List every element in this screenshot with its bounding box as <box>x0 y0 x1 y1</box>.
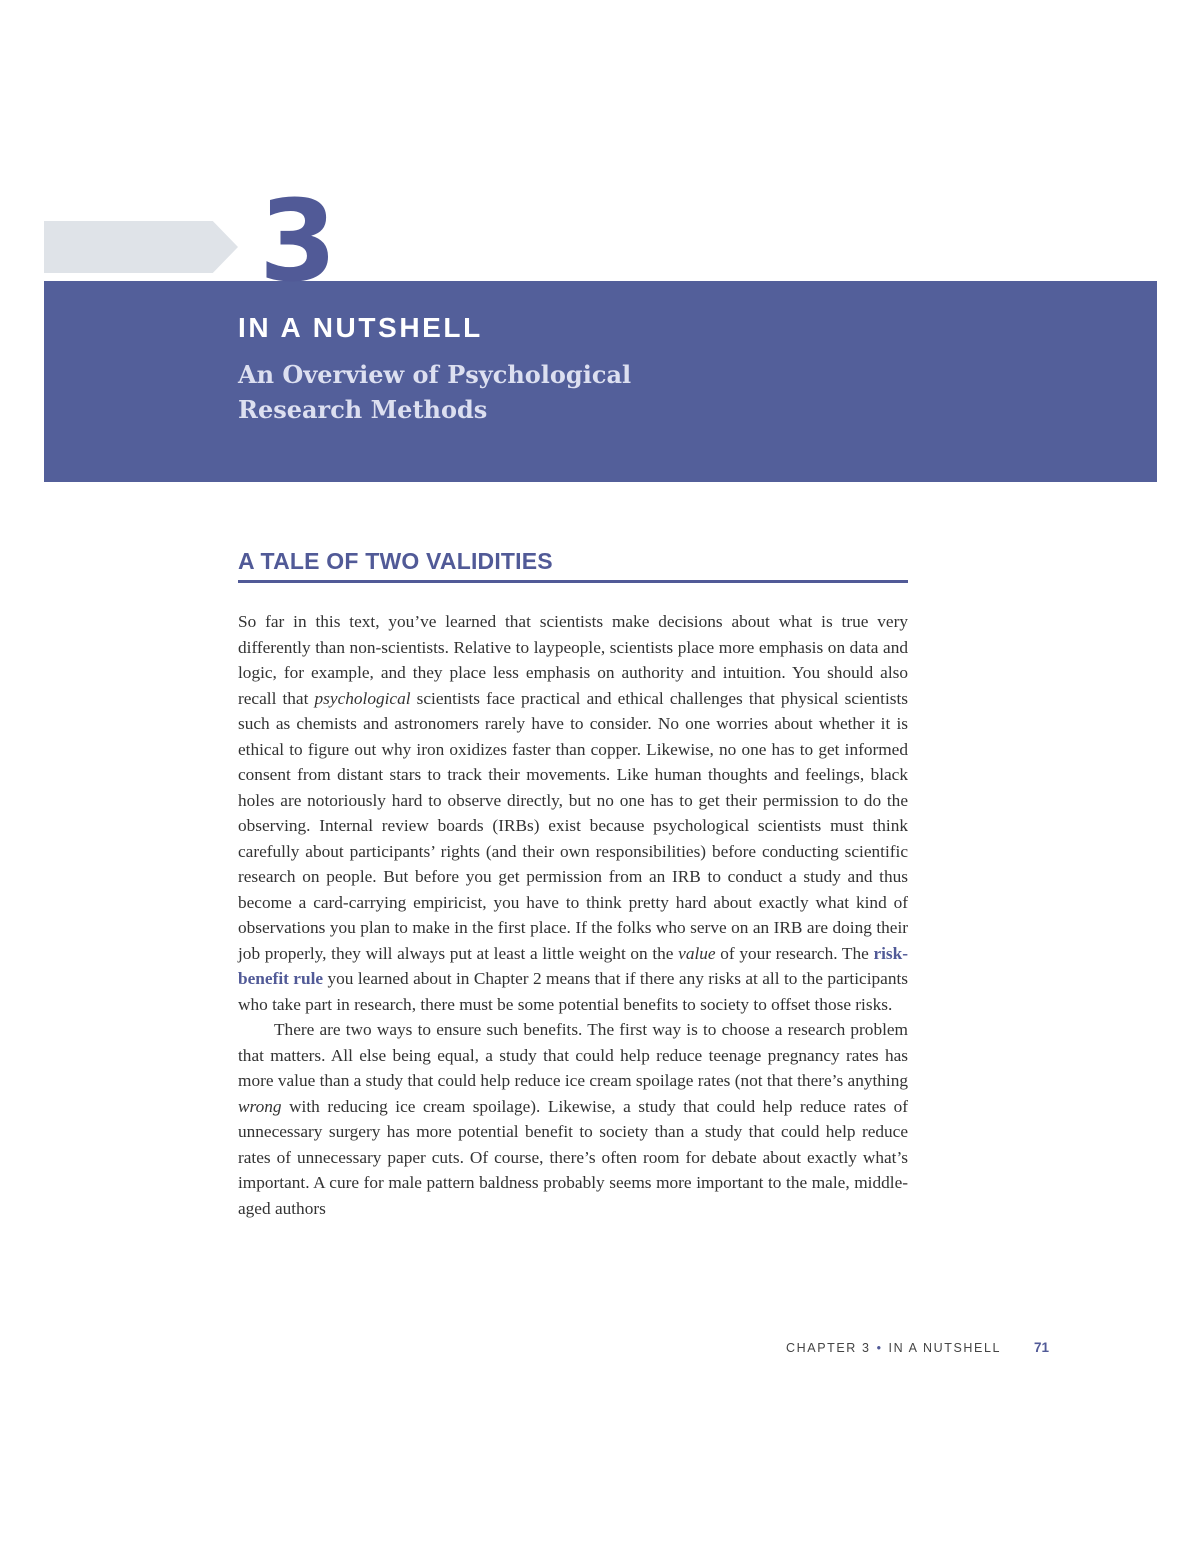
emphasis-value: value <box>678 943 716 963</box>
paragraph-2 <box>238 1017 908 1221</box>
paragraph-1-text-d: you learned about in Chapter 2 means that if there any risks at all to the participants who take part in research, there must be some potential benefits to society to offset those risks. <box>238 969 908 1014</box>
section-heading: A TALE OF TWO VALIDITIES <box>238 548 553 574</box>
chapter-subtitle-line2: Research Methods <box>238 395 488 424</box>
chapter-arrow-tab <box>44 221 238 273</box>
paragraph-1-text-a: So far in this text, you’ve learned that scientists make decisions about what is true very differently than non-scientists. Relative to laypeople, scientists place more emphasis on data and logic, for example, and they place less emphasis on authority and intuition. You should also recall that <box>238 612 908 708</box>
chapter-title: IN A NUTSHELL <box>238 312 483 343</box>
footer-separator: • <box>876 1341 883 1355</box>
chapter-subtitle <box>238 357 658 427</box>
page-number: 71 <box>1034 1340 1050 1355</box>
footer-chapter-label: CHAPTER 3 <box>786 1341 871 1355</box>
key-term-risk-benefit-rule[interactable]: risk-benefit rule <box>238 943 909 988</box>
running-footer <box>786 1341 1001 1355</box>
paragraph-2-text-b: with reducing ice cream spoilage). Likewise, a study that could help reduce rates of unnecessary surgery has more potential benefit to society than a study that could help reduce rates of unnecessary paper cuts. Of course, there’s often room for debate about exactly what’s important. A cure for male pattern baldness probably seems more important to the male, middle-aged authors <box>238 1096 908 1218</box>
emphasis-wrong: wrong <box>238 1096 282 1116</box>
paragraph-2-text-a: There are two ways to ensure such benefits. The first way is to choose a research problem that matters. All else being equal, a study that could help reduce teenage pregnancy rates has more value than a study that could help reduce ice cream spoilage rates (not that there’s anything <box>238 1020 908 1090</box>
paragraph-1-text-c: of your research. The <box>715 943 874 963</box>
chapter-number: 3 <box>259 177 337 307</box>
body-text <box>238 609 908 1221</box>
section-divider <box>238 580 908 583</box>
paragraph-1-text-b: scientists face practical and ethical challenges that physical scientists such as chemists and astronomers rarely have to consider. No one worries about whether it is ethical to figure out why iron oxidizes faster than copper. Likewise, no one has to get informed consent from distant stars to track their movements. Like human thoughts and feelings, black holes are notoriously hard to observe directly, but no one has to get their permission to do the observing. Internal review boards (IRBs) exist because psychological scientists must think carefully about participants’ rights (and their own responsibilities) before conducting scientific research on people. But before you get permission from an IRB to conduct a study and thus become a card-carrying empiricist, you have to think pretty hard about exactly what kind of observations you plan to make in the first place. If the folks who serve on an IRB are doing their job properly, they will always put at least a little weight on the <box>238 688 908 963</box>
footer-chapter-title: IN A NUTSHELL <box>888 1341 1002 1355</box>
chapter-subtitle-line1: An Overview of Psychological <box>238 360 632 389</box>
emphasis-psychological: psychological <box>314 688 411 708</box>
paragraph-1 <box>238 609 908 1017</box>
